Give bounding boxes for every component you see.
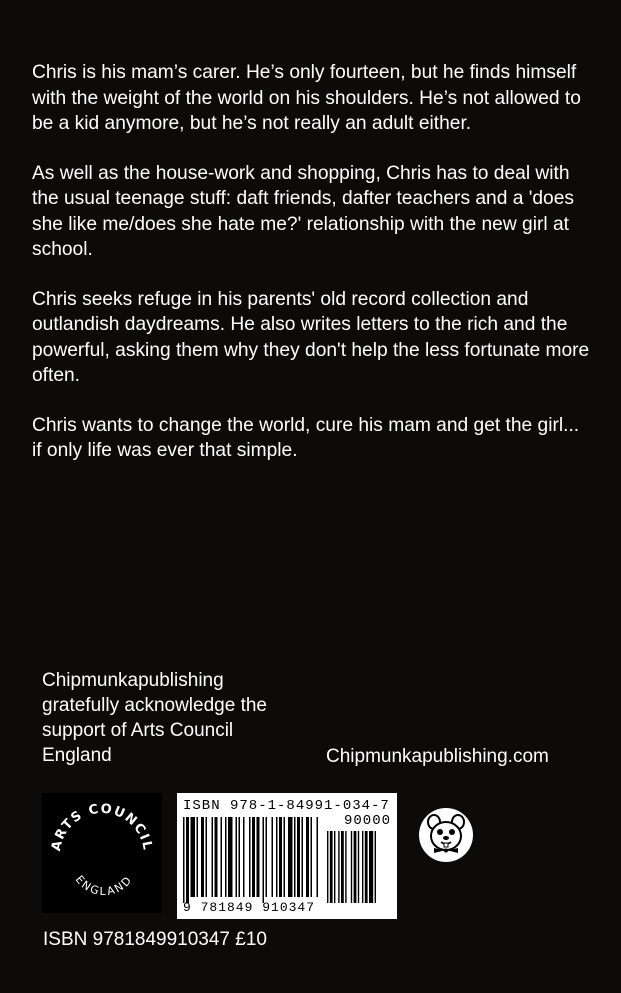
barcode-bar xyxy=(183,817,185,903)
barcode-bar xyxy=(243,817,245,897)
barcode-bar xyxy=(225,817,227,897)
barcode-bar xyxy=(257,817,260,897)
barcode-bar xyxy=(263,817,265,903)
barcode-addon-bar xyxy=(330,831,333,903)
barcode-bar xyxy=(215,817,218,897)
isbn-barcode xyxy=(177,793,397,919)
barcode-bar xyxy=(249,817,251,897)
ack-line-2: gratefully acknowledge the xyxy=(42,695,267,716)
publisher-website: Chipmunkapublishing.com xyxy=(326,746,549,767)
barcode-bar xyxy=(252,817,255,897)
barcode-price-code: 90000 xyxy=(343,813,391,829)
barcode-bar xyxy=(228,817,233,897)
barcode-addon-bar xyxy=(358,831,359,903)
ack-line-3: support of Arts Council xyxy=(42,720,234,741)
barcode-bar xyxy=(206,817,208,897)
blurb-paragraph-4: Chris wants to change the world, cure his mam and get the girl... if only life was ever that simple. xyxy=(32,414,580,461)
barcode-bar xyxy=(272,817,274,897)
back-cover-blurb xyxy=(32,60,592,488)
barcode-addon-bar xyxy=(334,831,335,903)
barcode-bar xyxy=(239,817,241,897)
barcode-addon-bar xyxy=(327,831,328,903)
barcode-bar xyxy=(302,817,304,897)
barcode-addon-bar xyxy=(362,831,363,903)
barcode-addon-bar xyxy=(351,831,352,903)
barcode-bar xyxy=(279,817,282,897)
barcode-addon-bar xyxy=(365,831,368,903)
barcode-bar xyxy=(197,817,199,897)
barcode-bar xyxy=(311,817,313,897)
blurb-paragraph-1: Chris is his mam’s carer. He’s only fourteen, but he finds himself with the weight of the world on his shoulders. He’s not allowed to be a kid anymore, but he’s not really an adult either. xyxy=(32,62,581,134)
barcode-addon-bar xyxy=(354,831,357,903)
barcode-bar xyxy=(266,817,268,897)
blurb-paragraph-2: As well as the house-work and shopping, Chris has to deal with the usual teenage stuff: daft friends, dafter teachers and a 'does she like me/does she hate me?' relationship with the new girl at school. xyxy=(32,162,574,260)
barcode-bar xyxy=(284,817,286,897)
barcode-addon-bar xyxy=(375,831,376,903)
barcode-addon-bar xyxy=(345,831,346,903)
barcode-bar xyxy=(201,817,204,897)
barcode-bar xyxy=(221,817,223,897)
ack-line-1: Chipmunkapublishing xyxy=(42,670,224,691)
blurb-paragraph-3: Chris seeks refuge in his parents' old record collection and outlandish daydreams. He also writes letters to the rich and the powerful, asking them why they don't help the less fortunate more often. xyxy=(32,288,590,386)
acknowledgement xyxy=(42,668,312,768)
barcode-isbn-label: ISBN 978-1-84991-034-7 xyxy=(183,798,390,814)
barcode-addon-bar xyxy=(338,831,339,903)
arts-council-logo xyxy=(42,793,162,913)
chipmunk-logo-icon xyxy=(418,807,474,863)
barcode-bar xyxy=(306,817,309,897)
barcode-bar xyxy=(294,817,296,897)
barcode-digits: 9 781849 910347 xyxy=(183,900,316,915)
barcode-bar xyxy=(317,817,319,897)
barcode-bar xyxy=(276,817,278,897)
arts-council-emblem-icon xyxy=(42,793,162,913)
isbn-price-line: ISBN 9781849910347 £10 xyxy=(43,929,267,950)
barcode-addon-bar xyxy=(341,831,344,903)
barcode-bar xyxy=(186,817,189,903)
arts-logo-top-text: ARTS COUNCIL xyxy=(48,801,155,853)
barcode-bar xyxy=(297,817,300,897)
barcode-addon-bar xyxy=(369,831,373,903)
barcode-bar xyxy=(236,817,238,897)
arts-logo-bottom-text: ENGLAND xyxy=(72,872,136,899)
barcode-bar xyxy=(212,817,214,897)
ack-line-4: England xyxy=(42,745,112,766)
barcode-bar xyxy=(288,817,293,897)
barcode-bar xyxy=(191,817,196,897)
